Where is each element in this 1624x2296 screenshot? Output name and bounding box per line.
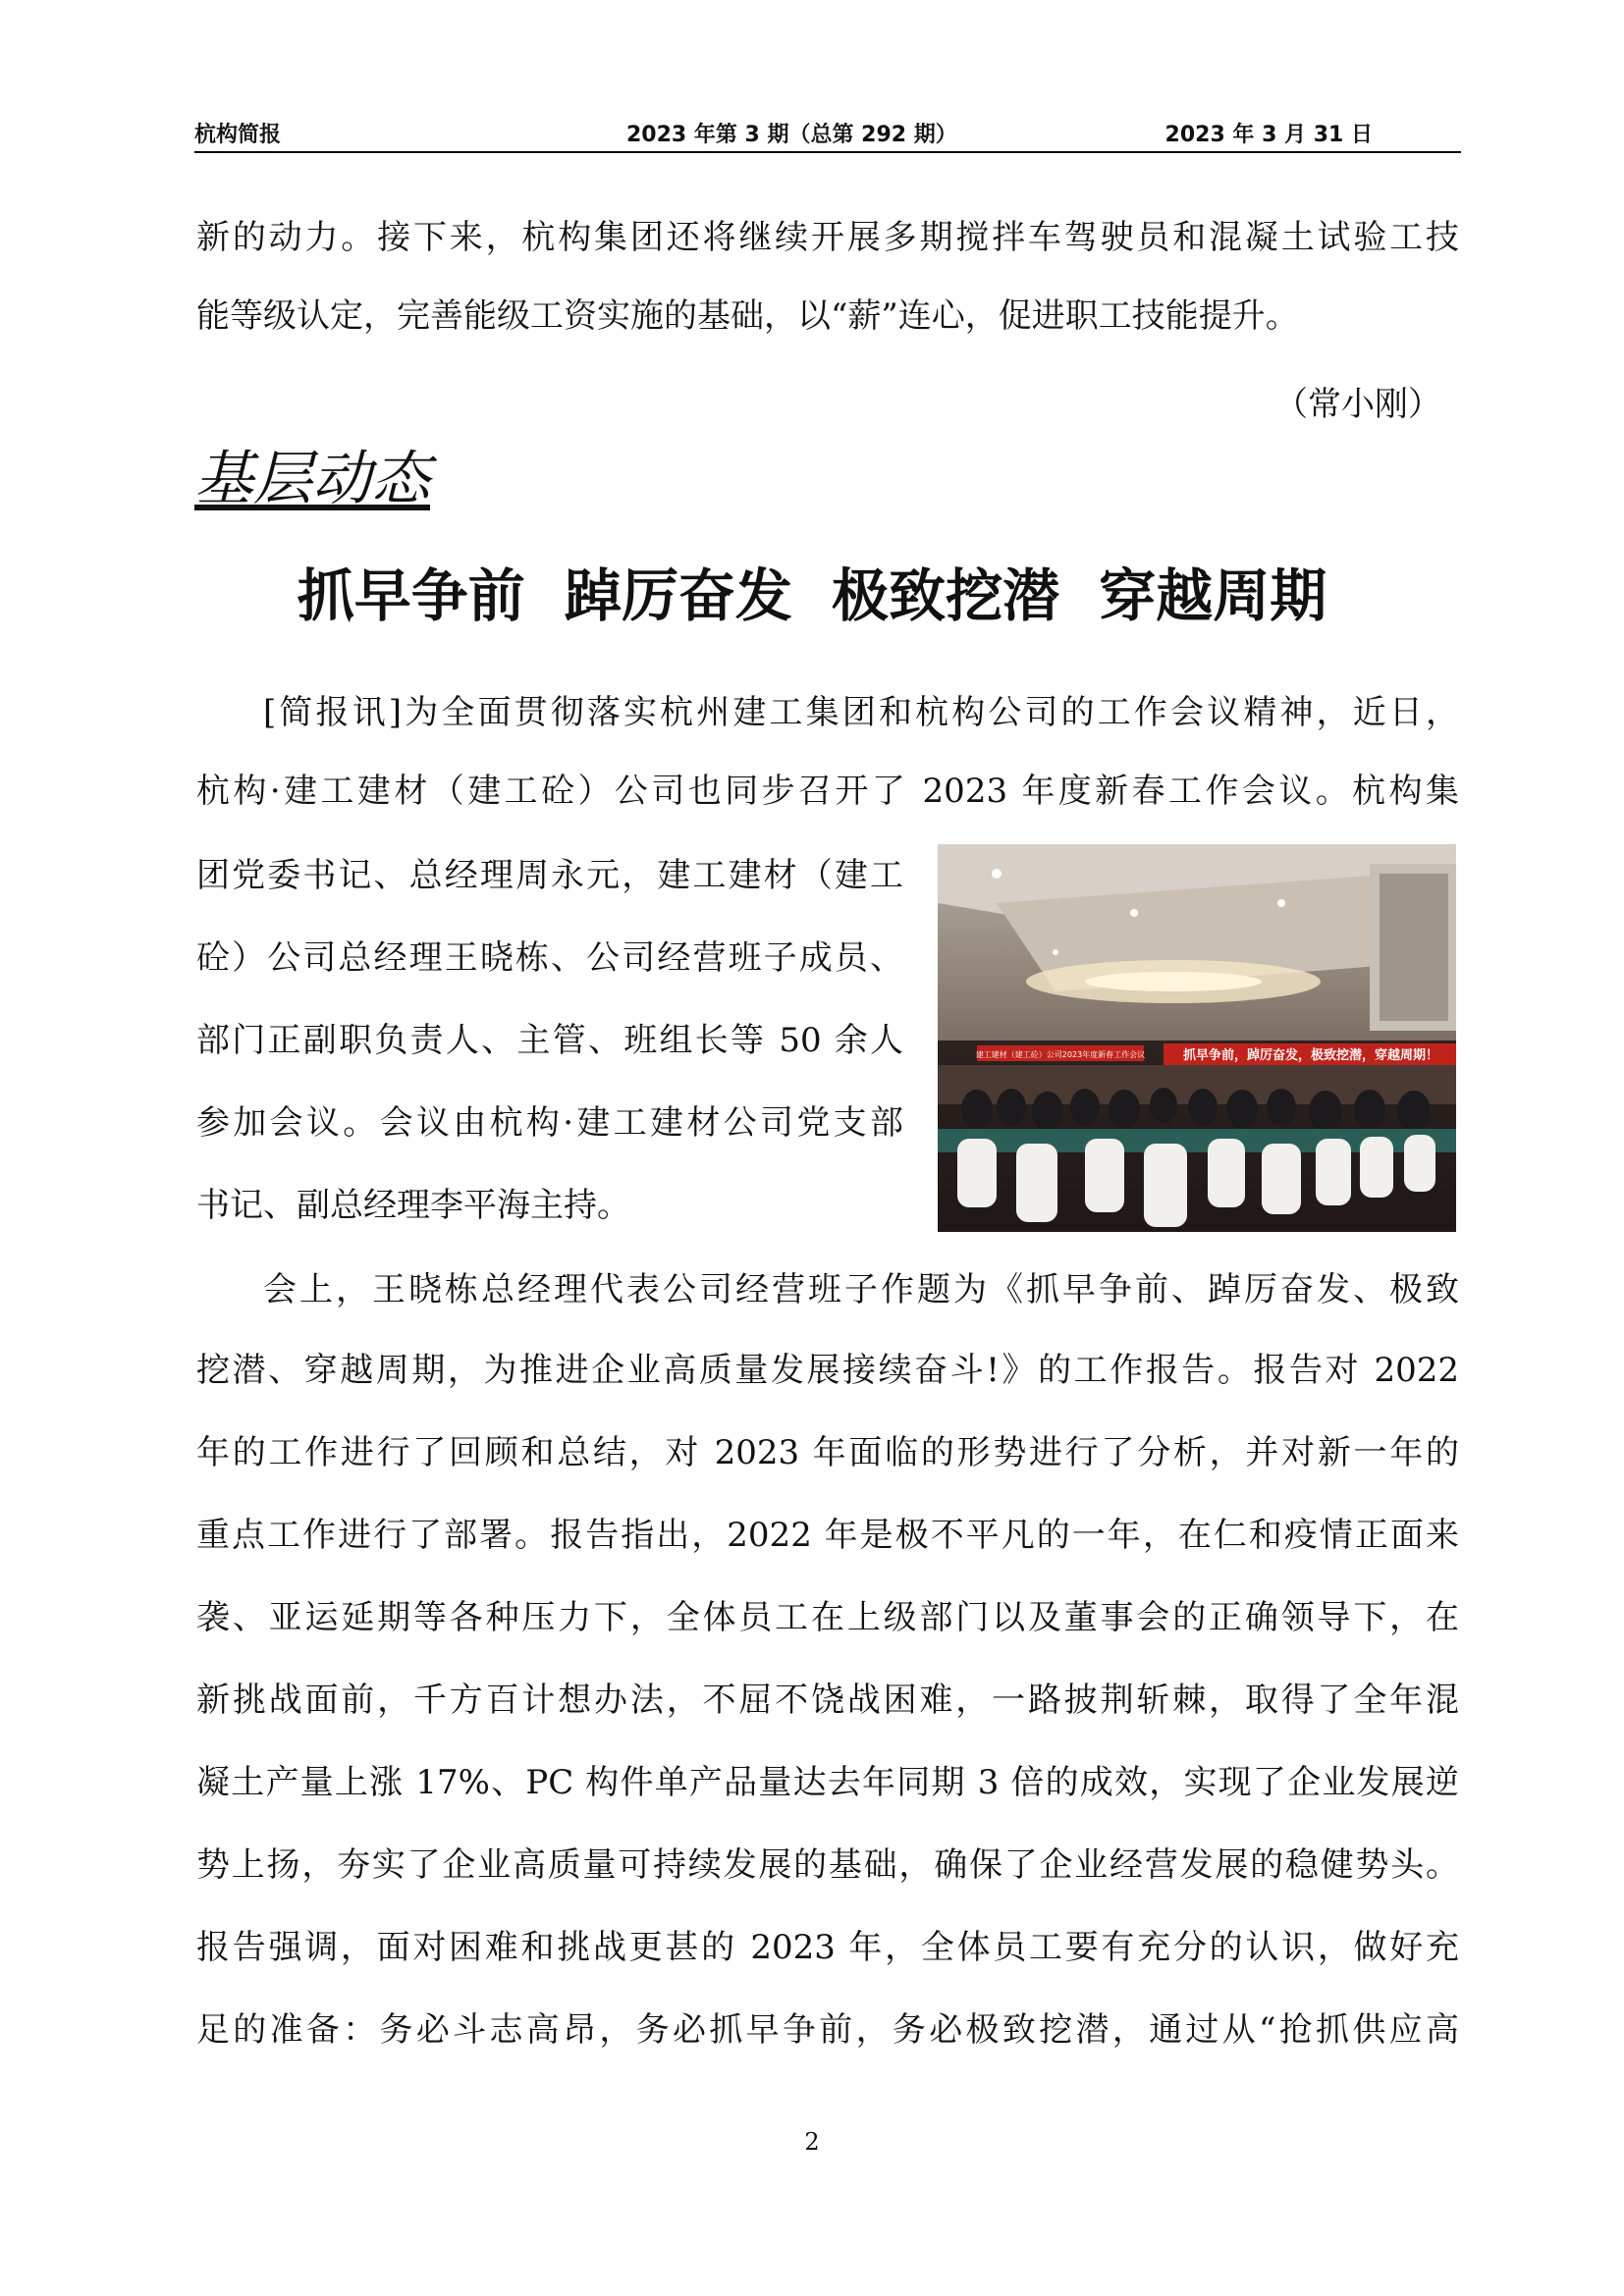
body-line: 挖潜、穿越周期，为推进企业高质量发展接续奋斗!》的工作报告。报告对 2022 — [196, 1351, 1459, 1390]
body-line: [简报讯]为全面贯彻落实杭州建工集团和杭构公司的工作会议精神，近日， — [263, 693, 1459, 732]
body-line: 足的准备：务必斗志高昂，务必抓早争前，务必极致挖潜，通过从“抢抓供应高 — [196, 2010, 1459, 2050]
header-date: 2023 年 3 月 31 日 — [1164, 123, 1373, 147]
article-title: 抓早争前 踔厉奋发 极致挖潜 穿越周期 — [297, 562, 1327, 629]
header-publication: 杭构简报 — [194, 123, 282, 147]
body-line: 杭构·建工建材（建工砼）公司也同步召开了 2023 年度新春工作会议。杭构集 — [196, 772, 1459, 811]
body-line: 参加会议。会议由杭构·建工建材公司党支部 — [196, 1103, 903, 1143]
body-line: 书记、副总经理李平海主持。 — [196, 1186, 630, 1225]
intro-line: 新的动力。接下来，杭构集团还将继续开展多期搅拌车驾驶员和混凝土试验工技 — [196, 218, 1459, 257]
intro-line: 能等级认定，完善能级工资实施的基础，以“薪”连心，促进职工技能提升。 — [196, 296, 1299, 336]
body-line: 势上扬，夯实了企业高质量可持续发展的基础，确保了企业经营发展的稳健势头。 — [196, 1845, 1459, 1885]
body-line: 部门正副职负责人、主管、班组长等 50 余人 — [196, 1021, 903, 1060]
body-line: 会上，王晓栋总经理代表公司经营班子作题为《抓早争前、踔厉奋发、极致 — [263, 1270, 1459, 1309]
byline: （常小刚） — [1274, 385, 1441, 424]
body-line: 重点工作进行了部署。报告指出，2022 年是极不平凡的一年，在仁和疫情正面来 — [196, 1516, 1459, 1555]
section-title: 基层动态 — [194, 445, 430, 513]
body-line: 砼）公司总经理王晓栋、公司经营班子成员、 — [196, 938, 903, 978]
body-line: 袭、亚运延期等各种压力下，全体员工在上级部门以及董事会的正确领导下，在 — [196, 1598, 1459, 1637]
body-line: 新挑战面前，千方百计想办法，不屈不饶战困难，一路披荆斩棘，取得了全年混 — [196, 1681, 1459, 1720]
body-line: 凝土产量上涨 17%、PC 构件单产品量达去年同期 3 倍的成效，实现了企业发展逆 — [196, 1763, 1459, 1802]
body-line: 报告强调，面对困难和挑战更甚的 2023 年，全体员工要有充分的认识，做好充 — [196, 1928, 1459, 1967]
body-line: 团党委书记、总经理周永元，建工建材（建工 — [196, 856, 903, 895]
header-issue: 2023 年第 3 期（总第 292 期） — [626, 123, 957, 147]
photo-banner-right-text: 抓早争前，踔厉奋发，极致挖潜，穿越周期！ — [1182, 1048, 1439, 1063]
body-line: 年的工作进行了回顾和总结，对 2023 年面临的形势进行了分析，并对新一年的 — [196, 1433, 1459, 1472]
page-number: 2 — [804, 2128, 820, 2156]
meeting-photo — [938, 844, 1456, 1232]
photo-banner-left-text: 建工建材（建工砼）公司2023年度新春工作会议 — [975, 1050, 1146, 1059]
page-header — [194, 118, 1461, 153]
